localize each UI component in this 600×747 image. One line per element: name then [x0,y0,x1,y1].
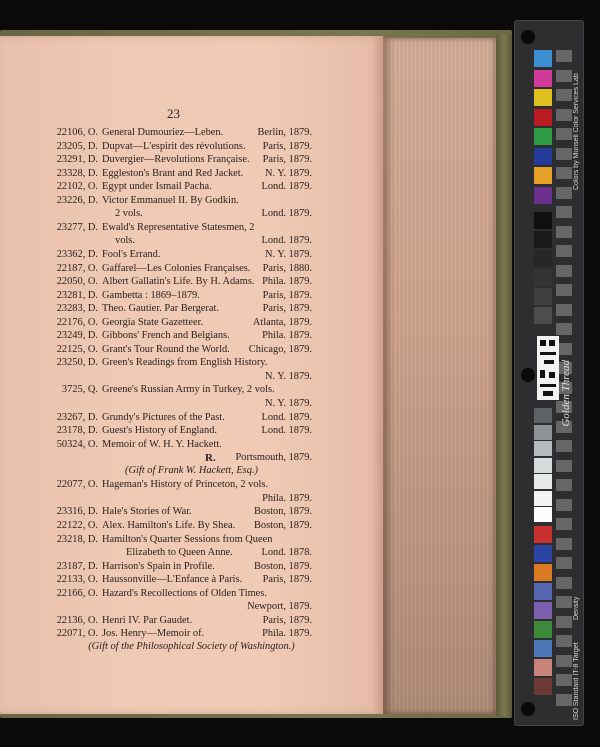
color-swatch [534,50,552,67]
entry-place: Phila. 1879. [262,492,312,504]
gray-swatch [534,408,552,423]
entry-number: 22187, O. [56,262,98,274]
entry-title: General Dumouriez—Leben. [102,127,224,138]
catalog-row [37,126,312,140]
gray-swatch [534,288,552,305]
color-swatch [534,545,552,562]
catalog-row [37,383,312,397]
target-tick [556,518,572,530]
catalog-row [37,478,312,492]
target-tick [556,635,572,647]
entry-number: 22071, O. [56,628,98,640]
entry-title: Hale's Stories of War. [102,506,192,518]
entry-place: N. Y. 1879. [264,248,312,260]
entry-title: Victor Emmanuel II. By Godkin. [102,194,239,206]
entry-title: Hamilton's Quarter Sessions from Queen [102,533,273,545]
target-brand-label: Golden Thread [560,360,572,427]
entry-place: Lond. 1879. [261,235,312,247]
entry-number: 22106, O. [56,127,98,138]
entry-title: Gibbons' French and Belgians. [102,330,230,342]
target-tick [556,148,572,160]
target-tick [556,538,572,550]
gray-swatch [534,425,552,440]
page-edges-shade [383,38,496,714]
entry-number: 23249, D. [56,330,98,342]
entry-place: Phila. 1879. [262,276,312,288]
entry-place: Phila. 1879. [262,628,312,640]
catalog-row [37,207,312,221]
catalog-row [37,627,312,641]
catalog-row [37,533,312,547]
entry-title: Dupvat—L'espirit des révolutions. [102,140,246,152]
entry-title: Hageman's History of Princeton, 2 vols. [102,479,269,491]
target-hole-middle [521,368,535,382]
catalog-row [37,167,312,181]
catalog-row [37,140,312,154]
target-footer-label: ISO Standard IT-8 Target [573,642,580,720]
entry-title: Fool's Errand. [102,248,161,260]
catalog-row [37,438,312,452]
catalog-row [37,356,312,370]
target-tick [556,304,572,316]
entry-place: N. Y. 1879. [264,370,312,382]
target-hole-top [521,30,535,44]
target-hole-bottom [521,702,535,716]
entry-place: Lond. 1879. [261,411,312,423]
entry-title: Elizabeth to Queen Anne. [126,547,233,559]
target-tick [556,128,572,140]
catalog-row [37,262,312,276]
entry-number: 22125, O. [56,343,98,355]
entry-title: Egypt under Ismail Pacha. [102,181,212,193]
gray-swatch [534,507,552,522]
gray-swatch [534,474,552,489]
target-tick [556,460,572,472]
catalog-row [37,329,312,343]
entry-title: Duvergier—Revolutions Française. [102,154,250,166]
entry-number: 23267, D. [56,411,98,423]
catalog-row [37,343,312,357]
entry-number: 23205, D. [56,140,98,152]
entry-number: 22077, O. [56,479,98,491]
catalog-row [37,234,312,248]
entry-place: Boston, 1879. [253,519,312,531]
entry-place: Atlanta, 1879. [252,316,312,328]
target-tick [556,70,572,82]
entry-title: Memoir of W. H. Y. Hackett. [102,438,222,450]
entry-number: 3725, Q. [61,384,98,396]
catalog-row [37,316,312,330]
entry-number: 22133, O. [56,574,98,586]
entry-number: 22102, O. [56,181,98,193]
target-tick [556,109,572,121]
color-swatch [534,167,552,184]
entry-number: 23218, D. [56,533,98,545]
entry-place: Portsmouth, 1879. [235,452,312,464]
entry-number: 23187, D. [56,560,98,572]
entry-title: Harrison's Spain in Profile. [102,560,215,572]
catalog-row [37,194,312,208]
entry-number: 22166, O. [56,587,98,599]
entry-mark: R. [205,452,216,465]
entry-title: Eggleston's Brant and Red Jacket. [102,167,244,179]
color-swatch [534,621,552,638]
catalog-row [37,302,312,316]
entry-number: 23250, D. [56,357,98,369]
entry-title: Grant's Tour Round the World. [102,343,230,355]
target-tick [556,440,572,452]
target-tick [556,50,572,62]
target-tick [556,167,572,179]
entry-title: Greene's Russian Army in Turkey, 2 vols. [102,384,275,396]
entry-number: 22136, O. [56,614,98,626]
catalog-row [37,424,312,438]
entry-place: Boston, 1879. [253,560,312,572]
catalog-row [37,153,312,167]
entry-number: 23283, D. [56,303,98,315]
gray-swatch [534,212,552,229]
entry-place: N. Y. 1879. [264,398,312,409]
entry-title: Gambetta : 1869–1879. [102,289,200,301]
entry-number: 22122, O. [56,519,98,531]
target-tick [556,226,572,238]
color-swatch [534,526,552,543]
target-tick [556,694,572,706]
target-tick [556,265,572,277]
entry-place: Paris, 1879. [262,289,312,301]
color-swatch [534,583,552,600]
entry-title: Guest's History of England. [102,425,218,437]
target-tick [556,245,572,257]
entry-place: Paris, 1879. [262,303,312,315]
target-tick [556,499,572,511]
color-swatch [534,640,552,657]
catalog-row [37,411,312,425]
color-swatch [534,70,552,87]
target-tick [556,323,572,335]
catalog-row [37,546,312,560]
entry-title: Haussonville—L'Enfance à Paris. [102,574,243,586]
target-tick [556,479,572,491]
entry-number: 23291, D. [56,154,98,166]
entry-title: Albert Gallatin's Life. By H. Adams. [102,276,255,288]
target-density-label: Density [573,596,580,620]
catalog-row [37,519,312,533]
entry-title: vols. [115,235,135,247]
entry-number: 22176, O. [56,316,98,328]
entry-number: 23277, D. [56,221,98,233]
entry-place: Paris, 1879. [262,140,312,152]
gray-swatch [534,491,552,506]
entry-number: 23362, D. [56,248,98,260]
catalog-row [37,505,312,519]
catalog-row [37,573,312,587]
color-swatch [534,89,552,106]
catalog-row [37,180,312,194]
gray-swatch [534,269,552,286]
entry-title: Hazard's Recollections of Olden Times. [102,587,267,599]
entry-number: 23178, D. [56,425,98,437]
entry-title: Gaffarel—Les Colonies Françaises. [102,262,251,274]
page-number: 23 [167,106,180,121]
gray-swatch [534,307,552,324]
entry-title: Alex. Hamilton's Life. By Shea. [102,519,236,531]
catalog-row [37,275,312,289]
entry-title: 2 vols. [115,208,143,220]
target-tick [556,674,572,686]
entry-number: 23316, D. [56,506,98,518]
entry-place: N. Y. 1879. [264,167,312,179]
catalog-row [37,614,312,628]
target-tick [556,89,572,101]
entry-title: Georgia State Gazetteer. [102,316,204,328]
target-tick [556,187,572,199]
entry-place: Berlin, 1879. [257,127,312,138]
color-swatch [534,602,552,619]
catalog-row [37,221,312,235]
catalog-row [37,560,312,574]
entry-place: Paris, 1879. [262,574,312,586]
entry-title: Henri IV. Par Gaudet. [102,614,193,626]
entry-place: Lond. 1879. [261,208,312,220]
color-swatch [534,148,552,165]
catalog-row [37,370,312,384]
color-swatch [534,187,552,204]
catalog-row [37,248,312,262]
target-top-label: Colors by Munsell Color Services Lab [573,73,580,190]
entry-place: Paris, 1879. [262,614,312,626]
entry-place: Phila. 1879. [262,330,312,342]
gift-note: (Gift of Frank W. Hackett, Esq.) [125,464,258,476]
entry-place: Lond. 1878. [261,547,312,559]
target-tick [556,655,572,667]
gift-note: (Gift of the Philosophical Society of Washington.) [88,640,295,652]
catalog-row [37,587,312,601]
gray-swatch [534,458,552,473]
gray-swatch [534,231,552,248]
entry-place: Chicago, 1879. [248,343,312,355]
color-swatch [534,564,552,581]
catalog-row [37,289,312,303]
entry-place: Lond. 1879. [261,181,312,193]
target-tick [556,557,572,569]
target-tick [556,616,572,628]
book-spine [496,34,512,716]
gray-swatch [534,250,552,267]
entry-place: Boston, 1879. [253,506,312,518]
entry-place: Paris, 1880. [262,262,312,274]
entry-number: 22050, O. [56,276,98,288]
entry-number: 23281, D. [56,289,98,301]
color-swatch [534,678,552,695]
color-swatch [534,109,552,126]
entry-title: Jos. Henry—Memoir of. [102,628,205,640]
gray-swatch [534,441,552,456]
entry-title: Grundy's Pictures of the Past. [102,411,225,423]
entry-number: 50324, O. [56,438,98,450]
catalog-row [37,492,312,506]
color-swatch [534,659,552,676]
target-tick [556,596,572,608]
catalog-row [37,600,312,614]
color-swatch [534,128,552,145]
target-barcode [537,336,559,400]
target-tick [556,284,572,296]
entry-title: Green's Readings from English History. [102,357,268,369]
entry-place: Paris, 1879. [262,154,312,166]
entry-title: Theo. Gautier. Par Bergerat. [102,303,219,315]
entry-title: Ewald's Representative Statesmen, 2 [102,221,255,233]
target-tick [556,206,572,218]
entry-number: 23226, D. [56,194,98,206]
entry-place: Newport, 1879. [247,601,312,613]
target-tick [556,577,572,589]
catalog-row [37,397,312,411]
entry-number: 23328, D. [56,167,98,179]
catalog-row [37,451,312,465]
entry-place: Lond. 1879. [261,425,312,437]
